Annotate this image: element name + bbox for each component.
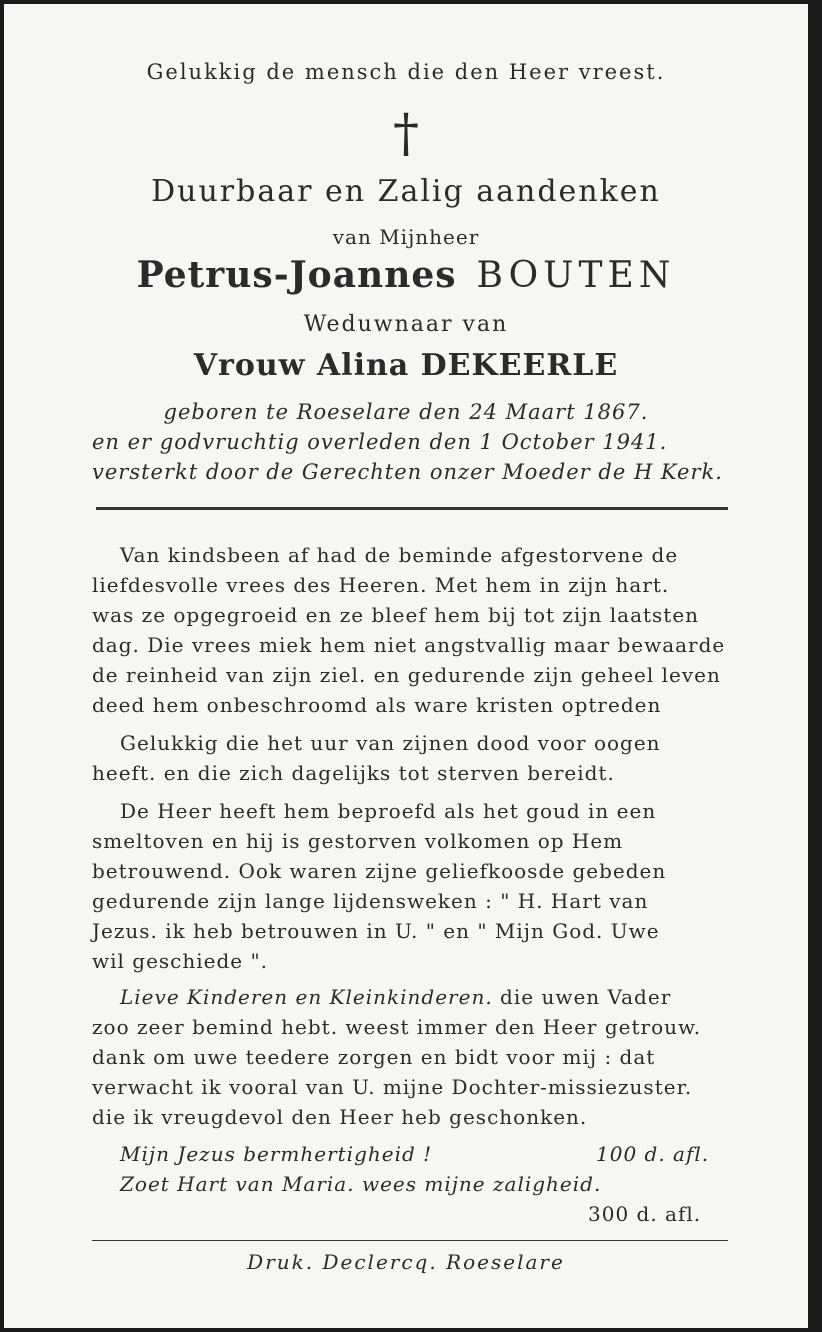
card-title: Duurbaar en Zalig aandenken [151, 174, 661, 209]
death-line: en er godvruchtig overleden den 1 October 1941. [92, 430, 668, 454]
birth-line: geboren te Roeselare den 24 Maart 1867. [163, 400, 649, 424]
indulgence-prayer-1: Mijn Jezus bermhertigheid ! [120, 1142, 433, 1166]
indulgence-days-2: 300 d. afl. [588, 1202, 702, 1226]
paragraph-4 [92, 982, 732, 1132]
indulgence-prayer-2: Zoet Hart van Maria. wees mijne zaligheid. [120, 1172, 602, 1196]
indulgence-days-1: 100 d. afl. [596, 1142, 710, 1166]
text-line: wil geschiede ". [92, 949, 269, 973]
address-children: Lieve Kinderen en Kleinkinderen. [120, 985, 493, 1009]
text-line: betrouwend. Ook waren zijne geliefkoosde gebeden [92, 859, 667, 883]
cross-icon: † [393, 104, 419, 164]
text-line: liefdesvolle vrees des Heeren. Met hem in zijn hart. [92, 573, 670, 597]
text-line: De Heer heeft hem beproefd als het goud in een [120, 799, 657, 823]
widower-of: Weduwnaar van [303, 312, 509, 337]
printer-credit: Druk. Declercq. Roeselare [247, 1250, 565, 1274]
deceased-given-names: Petrus-Joannes [136, 254, 457, 296]
deceased-name [4, 254, 808, 296]
text-line: heeft. en die zich dagelijks tot sterven bereidt. [92, 761, 615, 785]
text-line: dank om uwe teedere zorgen en bidt voor mij : dat [92, 1045, 656, 1069]
paragraph-1 [92, 540, 732, 720]
text-line: gedurende zijn lange lijdensweken : " H. Hart van [92, 889, 649, 913]
deceased-surname: BOUTEN [476, 255, 676, 296]
van-mijnheer: van Mijnheer [332, 225, 480, 249]
text-line: zoo zeer bemind hebt. weest immer den Heer getrouw. [92, 1015, 702, 1039]
wife-name: Vrouw Alina DEKEERLE [193, 348, 619, 383]
text-line: Jezus. ik heb betrouwen in U. " en " Mijn God. Uwe [92, 919, 660, 943]
memorial-card [4, 4, 808, 1328]
text-line: Gelukkig die het uur van zijnen dood voor oogen [120, 731, 661, 755]
text-fragment: die uwen Vader [492, 985, 672, 1009]
divider-bottom [92, 1240, 728, 1241]
text-line: die ik vreugdevol den Heer heb geschonken. [92, 1105, 588, 1129]
paragraph-3 [92, 796, 732, 976]
text-line: was ze opgegroeid en ze bleef hem bij tot zijn laatsten [92, 603, 700, 627]
text-line: dag. Die vrees miek hem niet angstvallig maar bewaarde [92, 633, 726, 657]
text-line: deed hem onbeschroomd als ware kristen optreden [92, 693, 662, 717]
text-line: Van kindsbeen af had de beminde afgestorvene de [120, 543, 679, 567]
text-line: smeltoven en hij is gestorven volkomen op Hem [92, 829, 624, 853]
paragraph-2 [92, 728, 732, 788]
text-line: de reinheid van zijn ziel. en gedurende zijn geheel leven [92, 663, 721, 687]
text-line: verwacht ik vooral van U. mijne Dochter-missiezuster. [92, 1075, 693, 1099]
text-line [92, 982, 732, 1012]
divider-top [96, 507, 728, 510]
sacraments-line: versterkt door de Gerechten onzer Moeder de H Kerk. [92, 460, 723, 484]
motto: Gelukkig de mensch die den Heer vreest. [146, 60, 666, 84]
